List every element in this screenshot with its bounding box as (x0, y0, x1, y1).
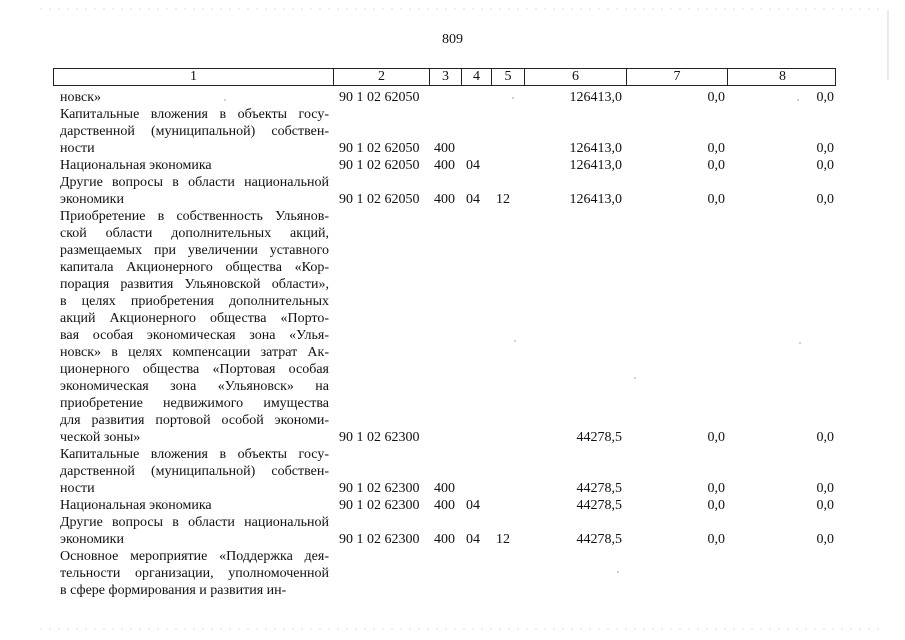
row-name-line: в сфере формирования и развития ин- (60, 583, 287, 598)
header-col-1: 1 (190, 69, 197, 84)
row-name-line: размещаемых при увеличении уставного (60, 243, 329, 258)
section: 04 (466, 532, 480, 547)
expense-type: 400 (434, 158, 455, 173)
row-name (60, 514, 329, 548)
table-row (0, 446, 905, 497)
target-article-code: 90 1 02 62050 (339, 141, 420, 156)
target-article-code: 90 1 02 62300 (339, 481, 420, 496)
amount-col-6: 44278,5 (576, 498, 622, 513)
row-name (60, 89, 329, 106)
page-number: 809 (442, 32, 463, 47)
target-article-code: 90 1 02 62050 (339, 158, 420, 173)
table-row (0, 548, 905, 599)
row-name-line: экономики (60, 192, 124, 207)
header-col-7: 7 (626, 69, 727, 85)
row-name-line: Приобретение в собственность Ульянов- (60, 209, 329, 224)
target-article-code: 90 1 02 62300 (339, 498, 420, 513)
table-row (0, 174, 905, 208)
row-name-line: дарственной (муниципальной) собствен- (60, 124, 329, 139)
amount-col-6: 44278,5 (576, 430, 622, 445)
row-name-line: экономическая зона «Ульяновск» на (60, 379, 329, 394)
table-row (0, 514, 905, 548)
header-col-8: 8 (727, 69, 837, 85)
amount-col-8: 0,0 (816, 430, 834, 445)
row-name-line: ционерного общества «Портовая особая (60, 362, 329, 377)
row-name (60, 208, 329, 446)
header-col-5: 5 (491, 69, 524, 85)
header-col-2: 2 (333, 69, 429, 85)
amount-col-6: 126413,0 (569, 158, 622, 173)
expense-type: 400 (434, 532, 455, 547)
section: 04 (466, 158, 480, 173)
table-body (0, 89, 905, 599)
amount-col-8: 0,0 (816, 158, 834, 173)
target-article-code: 90 1 02 62050 (339, 90, 420, 105)
amount-col-6: 126413,0 (569, 90, 622, 105)
row-name (60, 497, 329, 514)
table-row (0, 157, 905, 174)
row-name (60, 106, 329, 157)
amount-col-6: 44278,5 (576, 532, 622, 547)
row-name-line: приобретение недвижимого имущества (60, 396, 329, 411)
expense-type: 400 (434, 498, 455, 513)
amount-col-7: 0,0 (707, 481, 725, 496)
row-name-line: ности (60, 141, 95, 156)
amount-col-7: 0,0 (707, 141, 725, 156)
row-name-line: Национальная экономика (60, 158, 212, 173)
amount-col-6: 126413,0 (569, 192, 622, 207)
row-name-line: акций Акционерного общества «Порто- (60, 311, 329, 326)
table-row (0, 208, 905, 446)
amount-col-7: 0,0 (707, 90, 725, 105)
row-name (60, 446, 329, 497)
target-article-code: 90 1 02 62300 (339, 532, 420, 547)
row-name-line: новск» в целях компенсации затрат Ак- (60, 345, 329, 360)
row-name-line: тельности организации, уполномоченной (60, 566, 329, 581)
row-name-line: вая особая экономическая зона «Улья- (60, 328, 329, 343)
row-name-line: ской области дополнительных акций, (60, 226, 329, 241)
row-name-line: ности (60, 481, 95, 496)
expense-type: 400 (434, 192, 455, 207)
section: 04 (466, 192, 480, 207)
amount-col-8: 0,0 (816, 141, 834, 156)
target-article-code: 90 1 02 62050 (339, 192, 420, 207)
row-name-line: для развития портовой особой экономи- (60, 413, 329, 428)
row-name-line: Другие вопросы в области национальной (60, 175, 329, 190)
amount-col-8: 0,0 (816, 192, 834, 207)
row-name-line: экономики (60, 532, 124, 547)
table-row (0, 497, 905, 514)
row-name-line: капитала Акционерного общества «Кор- (60, 260, 329, 275)
row-name-line: Другие вопросы в области национальной (60, 515, 329, 530)
table-header (53, 68, 836, 86)
subsection: 12 (496, 192, 510, 207)
header-col-4: 4 (461, 69, 491, 85)
amount-col-8: 0,0 (816, 532, 834, 547)
amount-col-7: 0,0 (707, 158, 725, 173)
row-name-line: ческой зоны» (60, 430, 141, 445)
row-name (60, 548, 329, 599)
expense-type: 400 (434, 481, 455, 496)
row-name-line: Капитальные вложения в объекты госу- (60, 107, 329, 122)
row-name-line: Национальная экономика (60, 498, 212, 513)
amount-col-6: 44278,5 (576, 481, 622, 496)
section: 04 (466, 498, 480, 513)
target-article-code: 90 1 02 62300 (339, 430, 420, 445)
amount-col-6: 126413,0 (569, 141, 622, 156)
row-name-line: порация развития Ульяновской области», (60, 277, 329, 292)
header-col-3: 3 (429, 69, 461, 85)
row-name-line: Капитальные вложения в объекты госу- (60, 447, 329, 462)
header-col-6: 6 (524, 69, 626, 85)
row-name-line: новск» (60, 90, 102, 105)
table-row (0, 106, 905, 157)
table-row (0, 89, 905, 106)
row-name (60, 174, 329, 208)
expense-type: 400 (434, 141, 455, 156)
amount-col-8: 0,0 (816, 90, 834, 105)
row-name (60, 157, 329, 174)
amount-col-7: 0,0 (707, 430, 725, 445)
subsection: 12 (496, 532, 510, 547)
row-name-line: дарственной (муниципальной) собствен- (60, 464, 329, 479)
amount-col-7: 0,0 (707, 532, 725, 547)
amount-col-8: 0,0 (816, 481, 834, 496)
amount-col-7: 0,0 (707, 498, 725, 513)
amount-col-8: 0,0 (816, 498, 834, 513)
amount-col-7: 0,0 (707, 192, 725, 207)
row-name-line: Основное мероприятие «Поддержка дея- (60, 549, 329, 564)
row-name-line: в целях приобретения дополнительных (60, 294, 329, 309)
